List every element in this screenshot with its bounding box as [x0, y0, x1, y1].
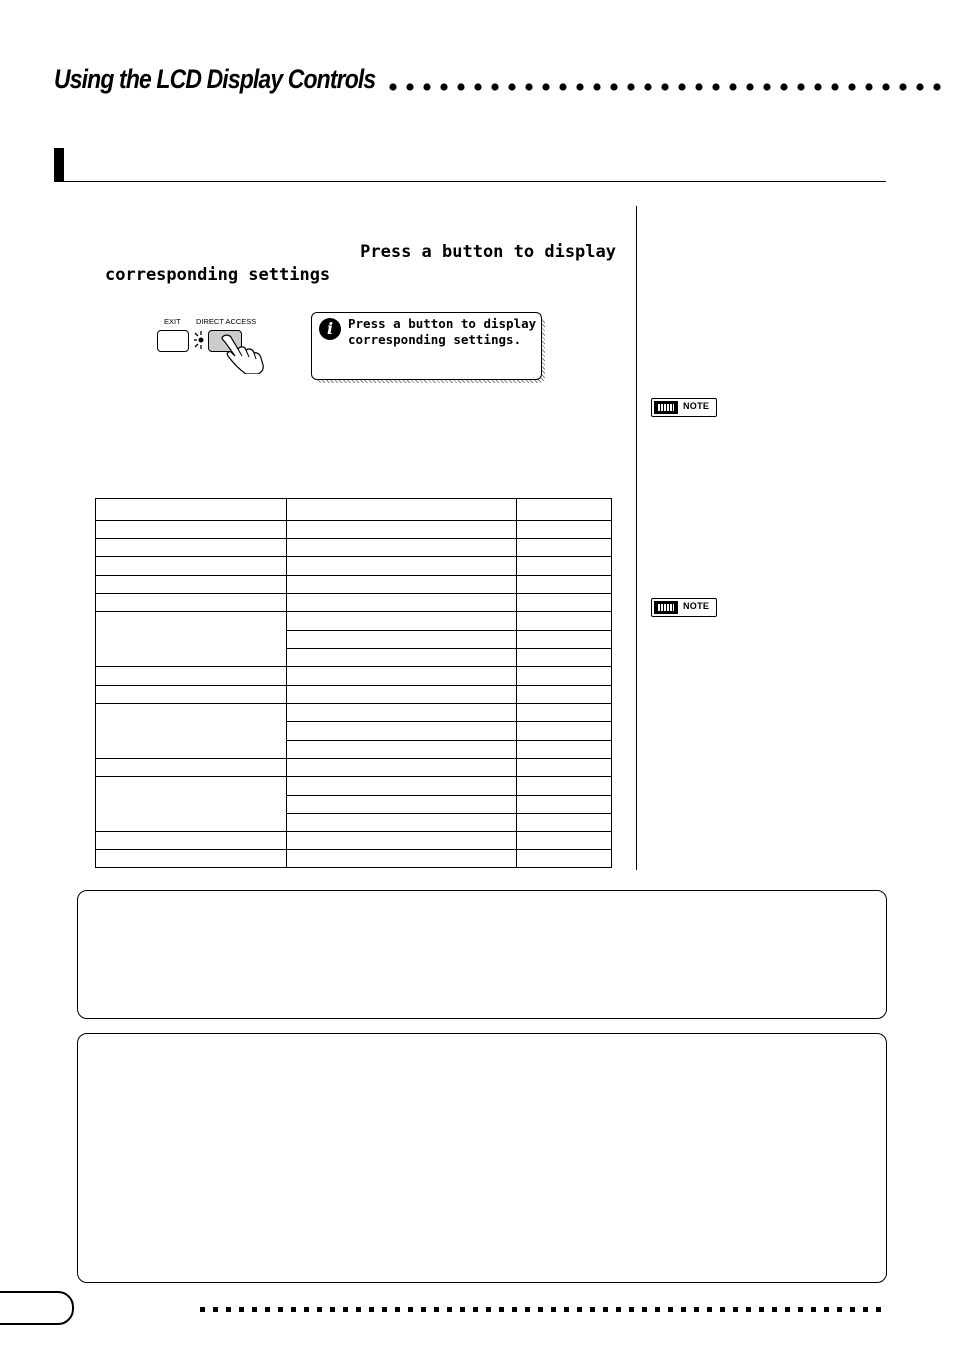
table-cell: [517, 796, 612, 814]
note-icon: [654, 401, 678, 414]
table-cell: [517, 814, 612, 832]
table-cell: [517, 741, 612, 759]
table-cell: [286, 539, 517, 557]
table-cell: [286, 499, 517, 521]
table-cell: [96, 686, 287, 704]
table-cell: [517, 539, 612, 557]
prompt-text-line1: Press a button to display: [360, 242, 616, 262]
table-row: [96, 686, 612, 704]
table-row: [96, 521, 612, 539]
table-cell: [286, 741, 517, 759]
prompt-text-line2: corresponding settings: [105, 265, 331, 285]
pressing-hand-icon: [218, 332, 268, 374]
table-cell: [96, 539, 287, 557]
note-badge: [651, 398, 717, 417]
table-cell: [286, 631, 517, 649]
table-row: [96, 667, 612, 686]
table-cell: [96, 832, 287, 850]
lcd-message-line2: corresponding settings.: [348, 332, 522, 347]
table-cell: [517, 594, 612, 612]
table-cell: [517, 850, 612, 868]
table-cell: [286, 850, 517, 868]
table-row: [96, 704, 612, 722]
table-cell: [96, 499, 287, 521]
table-cell: [286, 612, 517, 631]
column-divider: [636, 206, 637, 870]
table-cell: [286, 594, 517, 612]
table-cell: [517, 631, 612, 649]
table-cell: [517, 612, 612, 631]
section-heading-rule: [54, 181, 886, 182]
table-cell: [286, 759, 517, 777]
table-cell: [286, 667, 517, 686]
table-cell: [286, 796, 517, 814]
page-number-tab: [0, 1291, 74, 1325]
table-cell: [286, 576, 517, 594]
info-icon: i: [319, 318, 341, 340]
note-label: NOTE: [683, 601, 710, 611]
table-cell: [96, 557, 287, 576]
table-cell: [286, 832, 517, 850]
lcd-message-line1: Press a button to display: [348, 316, 537, 331]
table-row: [96, 612, 612, 631]
table-cell: [286, 521, 517, 539]
footer-dot-leader: [200, 1306, 890, 1314]
table-cell: [517, 686, 612, 704]
table-row: [96, 759, 612, 777]
table-cell: [96, 594, 287, 612]
table-cell: [286, 777, 517, 796]
table-cell: [96, 777, 287, 832]
table-cell: [96, 850, 287, 868]
table-cell: [517, 557, 612, 576]
lcd-message-text: [348, 316, 536, 348]
table-cell: [286, 704, 517, 722]
info-box-lower: [77, 1033, 887, 1283]
table-row: [96, 539, 612, 557]
table-cell: [517, 832, 612, 850]
table-cell: [517, 704, 612, 722]
header-dot-leader: [388, 82, 954, 92]
info-box-upper: [77, 890, 887, 1019]
table-cell: [517, 777, 612, 796]
direct-access-table: [95, 498, 612, 868]
table-row: [96, 594, 612, 612]
table-cell: [286, 722, 517, 741]
lcd-message-box: [311, 312, 542, 380]
table-cell: [96, 667, 287, 686]
table-cell: [517, 499, 612, 521]
table-cell: [517, 649, 612, 667]
table-cell: [286, 649, 517, 667]
table-cell: [96, 704, 287, 759]
table-row: [96, 557, 612, 576]
table-cell: [517, 667, 612, 686]
table-cell: [517, 521, 612, 539]
table-cell: [96, 576, 287, 594]
table-cell: [286, 557, 517, 576]
direct-access-label: DIRECT ACCESS: [196, 317, 257, 326]
note-label: NOTE: [683, 401, 710, 411]
table-cell: [517, 576, 612, 594]
note-icon: [654, 601, 678, 614]
table-row: [96, 777, 612, 796]
led-blink-icon: [192, 330, 208, 350]
table-cell: [517, 722, 612, 741]
table-row: [96, 850, 612, 868]
table-row: [96, 832, 612, 850]
note-badge: [651, 598, 717, 617]
exit-button[interactable]: [157, 330, 189, 352]
exit-label: EXIT: [164, 317, 181, 326]
table-cell: [286, 814, 517, 832]
page-header-title: Using the LCD Display Controls: [54, 64, 376, 94]
table-cell: [286, 686, 517, 704]
table-row: [96, 576, 612, 594]
section-heading-bar: [54, 148, 64, 182]
table-cell: [96, 521, 287, 539]
table-header-row: [96, 499, 612, 521]
table-cell: [517, 759, 612, 777]
table-cell: [96, 612, 287, 667]
table-cell: [96, 759, 287, 777]
